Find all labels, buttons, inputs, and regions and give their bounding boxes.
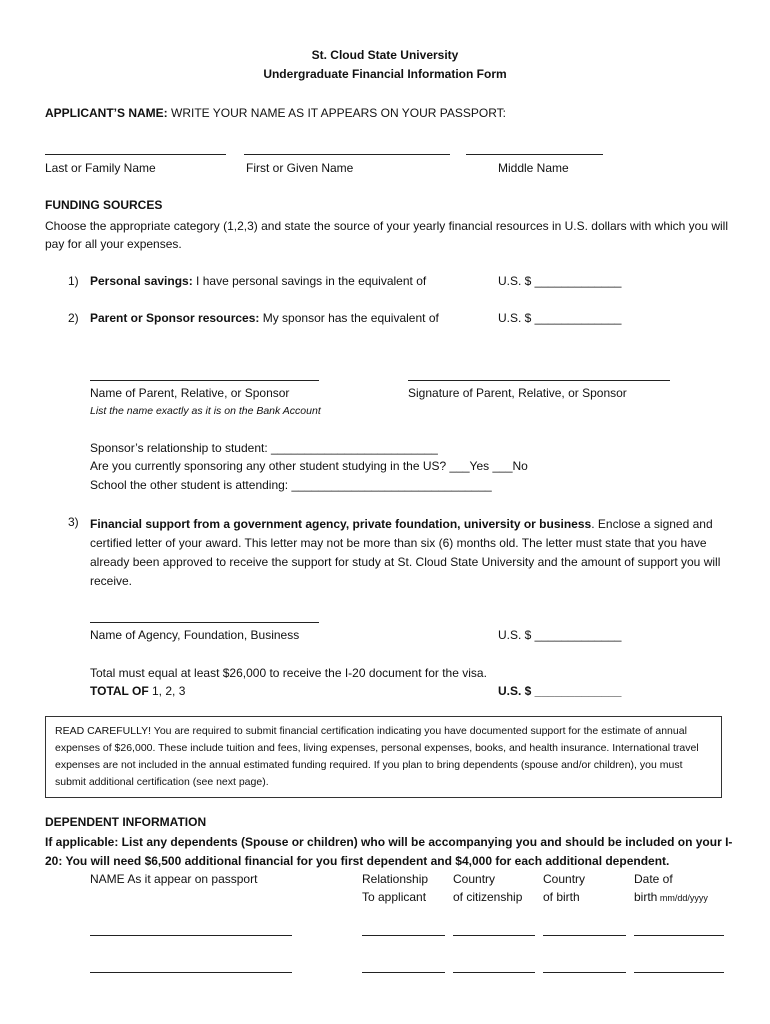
- other-student-school-field[interactable]: School the other student is attending: ______________________________: [90, 478, 492, 492]
- item3-bold: Financial support from a government agency, private foundation, university or business: [90, 517, 592, 531]
- col-relationship-header-1: Relationship: [362, 872, 429, 886]
- applicant-instruction: WRITE YOUR NAME AS IT APPEARS ON YOUR PASSPORT:: [167, 106, 506, 120]
- dependent-2-name-field[interactable]: [90, 972, 292, 973]
- university-name: St. Cloud State University: [311, 48, 459, 62]
- total-label-rest: 1, 2, 3: [148, 684, 186, 698]
- agency-name-label: Name of Agency, Foundation, Business: [90, 628, 300, 642]
- total-note: Total must equal at least $26,000 to receive the I-20 document for the visa.: [90, 666, 487, 680]
- middle-name-label: Middle Name: [498, 161, 569, 175]
- col-name-header: NAME As it appear on passport: [90, 872, 258, 886]
- total-label-bold: TOTAL OF: [90, 684, 149, 698]
- sponsor-resources-amount[interactable]: U.S. $ _____________: [498, 311, 622, 325]
- item3-text: [90, 515, 730, 591]
- sponsor-signature-field[interactable]: [408, 380, 670, 381]
- first-name-field[interactable]: [244, 154, 450, 155]
- item1-number: 1): [68, 274, 79, 288]
- dob-format: mm/dd/yyyy: [657, 893, 708, 903]
- dependent-2-birth-country-field[interactable]: [543, 972, 626, 973]
- col-dob-header-2: [634, 890, 708, 904]
- dependents-title: DEPENDENT INFORMATION: [45, 815, 207, 829]
- item2-text: [90, 311, 439, 325]
- funding-title: FUNDING SOURCES: [45, 198, 163, 212]
- item2-rest: My sponsor has the equivalent of: [259, 311, 439, 325]
- last-name-field[interactable]: [45, 154, 226, 155]
- sponsor-name-label: Name of Parent, Relative, or Sponsor: [90, 386, 290, 400]
- item2-bold: Parent or Sponsor resources:: [90, 311, 260, 325]
- item1-rest: I have personal savings in the equivalent of: [192, 274, 427, 288]
- other-student-question[interactable]: Are you currently sponsoring any other student studying in the US? ___Yes ___No: [90, 459, 528, 473]
- dependent-2-relationship-field[interactable]: [362, 972, 445, 973]
- form-title: Undergraduate Financial Information Form: [263, 67, 507, 81]
- dependent-2-citizenship-field[interactable]: [453, 972, 535, 973]
- col-relationship-header-2: To applicant: [362, 890, 427, 904]
- notice-text: READ CAREFULLY! You are required to submit financial certification indicating you have documented support for the estimate of annual expenses of $26,000. These include tuition and fees, living expenses, personal expenses, books, and health insurance. International travel expenses are not included in the annual estimated funding required. If you plan to bring dependents (spouse and/or children), you must submit additional certification (see next page).: [55, 725, 699, 788]
- dependent-1-relationship-field[interactable]: [362, 935, 445, 936]
- total-label: [90, 684, 185, 698]
- sponsor-signature-label: Signature of Parent, Relative, or Sponsor: [408, 386, 627, 400]
- dependent-1-birth-country-field[interactable]: [543, 935, 626, 936]
- item2-number: 2): [68, 311, 79, 325]
- col-birth-country-header-2: of birth: [543, 890, 580, 904]
- col-citizenship-header-1: Country: [453, 872, 496, 886]
- last-name-label: Last or Family Name: [45, 161, 156, 175]
- item1-text: [90, 274, 426, 288]
- funding-intro: Choose the appropriate category (1,2,3) and state the source of your yearly financial resources in U.S. dollars with which you will pay for all your expenses.: [45, 219, 729, 251]
- dependents-instruction: If applicable: List any dependents (Spouse or children) who will be accompanying you and should be included on your I-20: You will need $6,500 additional financial for you first dependent and $4,000 for each additional dependent.: [45, 835, 733, 868]
- dependent-1-dob-field[interactable]: [634, 935, 724, 936]
- applicant-label: APPLICANT’S NAME:: [45, 106, 168, 120]
- agency-name-field[interactable]: [90, 622, 319, 623]
- dependent-2-dob-field[interactable]: [634, 972, 724, 973]
- first-name-label: First or Given Name: [246, 161, 354, 175]
- dependent-1-citizenship-field[interactable]: [453, 935, 535, 936]
- agency-amount[interactable]: U.S. $ _____________: [498, 628, 622, 642]
- item1-bold: Personal savings:: [90, 274, 193, 288]
- sponsor-name-field[interactable]: [90, 380, 319, 381]
- total-amount[interactable]: U.S. $ _____________: [498, 684, 622, 698]
- sponsor-name-note: List the name exactly as it is on the Bank Account: [90, 405, 321, 417]
- dob-label: birth: [634, 890, 658, 904]
- col-birth-country-header-1: Country: [543, 872, 586, 886]
- dependent-1-name-field[interactable]: [90, 935, 292, 936]
- sponsor-relationship-field[interactable]: Sponsor’s relationship to student: _________________________: [90, 441, 438, 455]
- col-citizenship-header-2: of citizenship: [453, 890, 523, 904]
- personal-savings-amount[interactable]: U.S. $ _____________: [498, 274, 622, 288]
- applicant-heading: [45, 106, 506, 120]
- notice-box: [45, 716, 722, 798]
- item3-number: 3): [68, 515, 79, 529]
- col-dob-header-1: Date of: [634, 872, 673, 886]
- item3-rest: . Enclose a signed and certified letter of your award. This letter may not be more than six (6) months old. The letter must state that you have already been approved to receive the support for study at St. Cloud State University and the amount of support you will receive.: [90, 517, 721, 588]
- middle-name-field[interactable]: [466, 154, 603, 155]
